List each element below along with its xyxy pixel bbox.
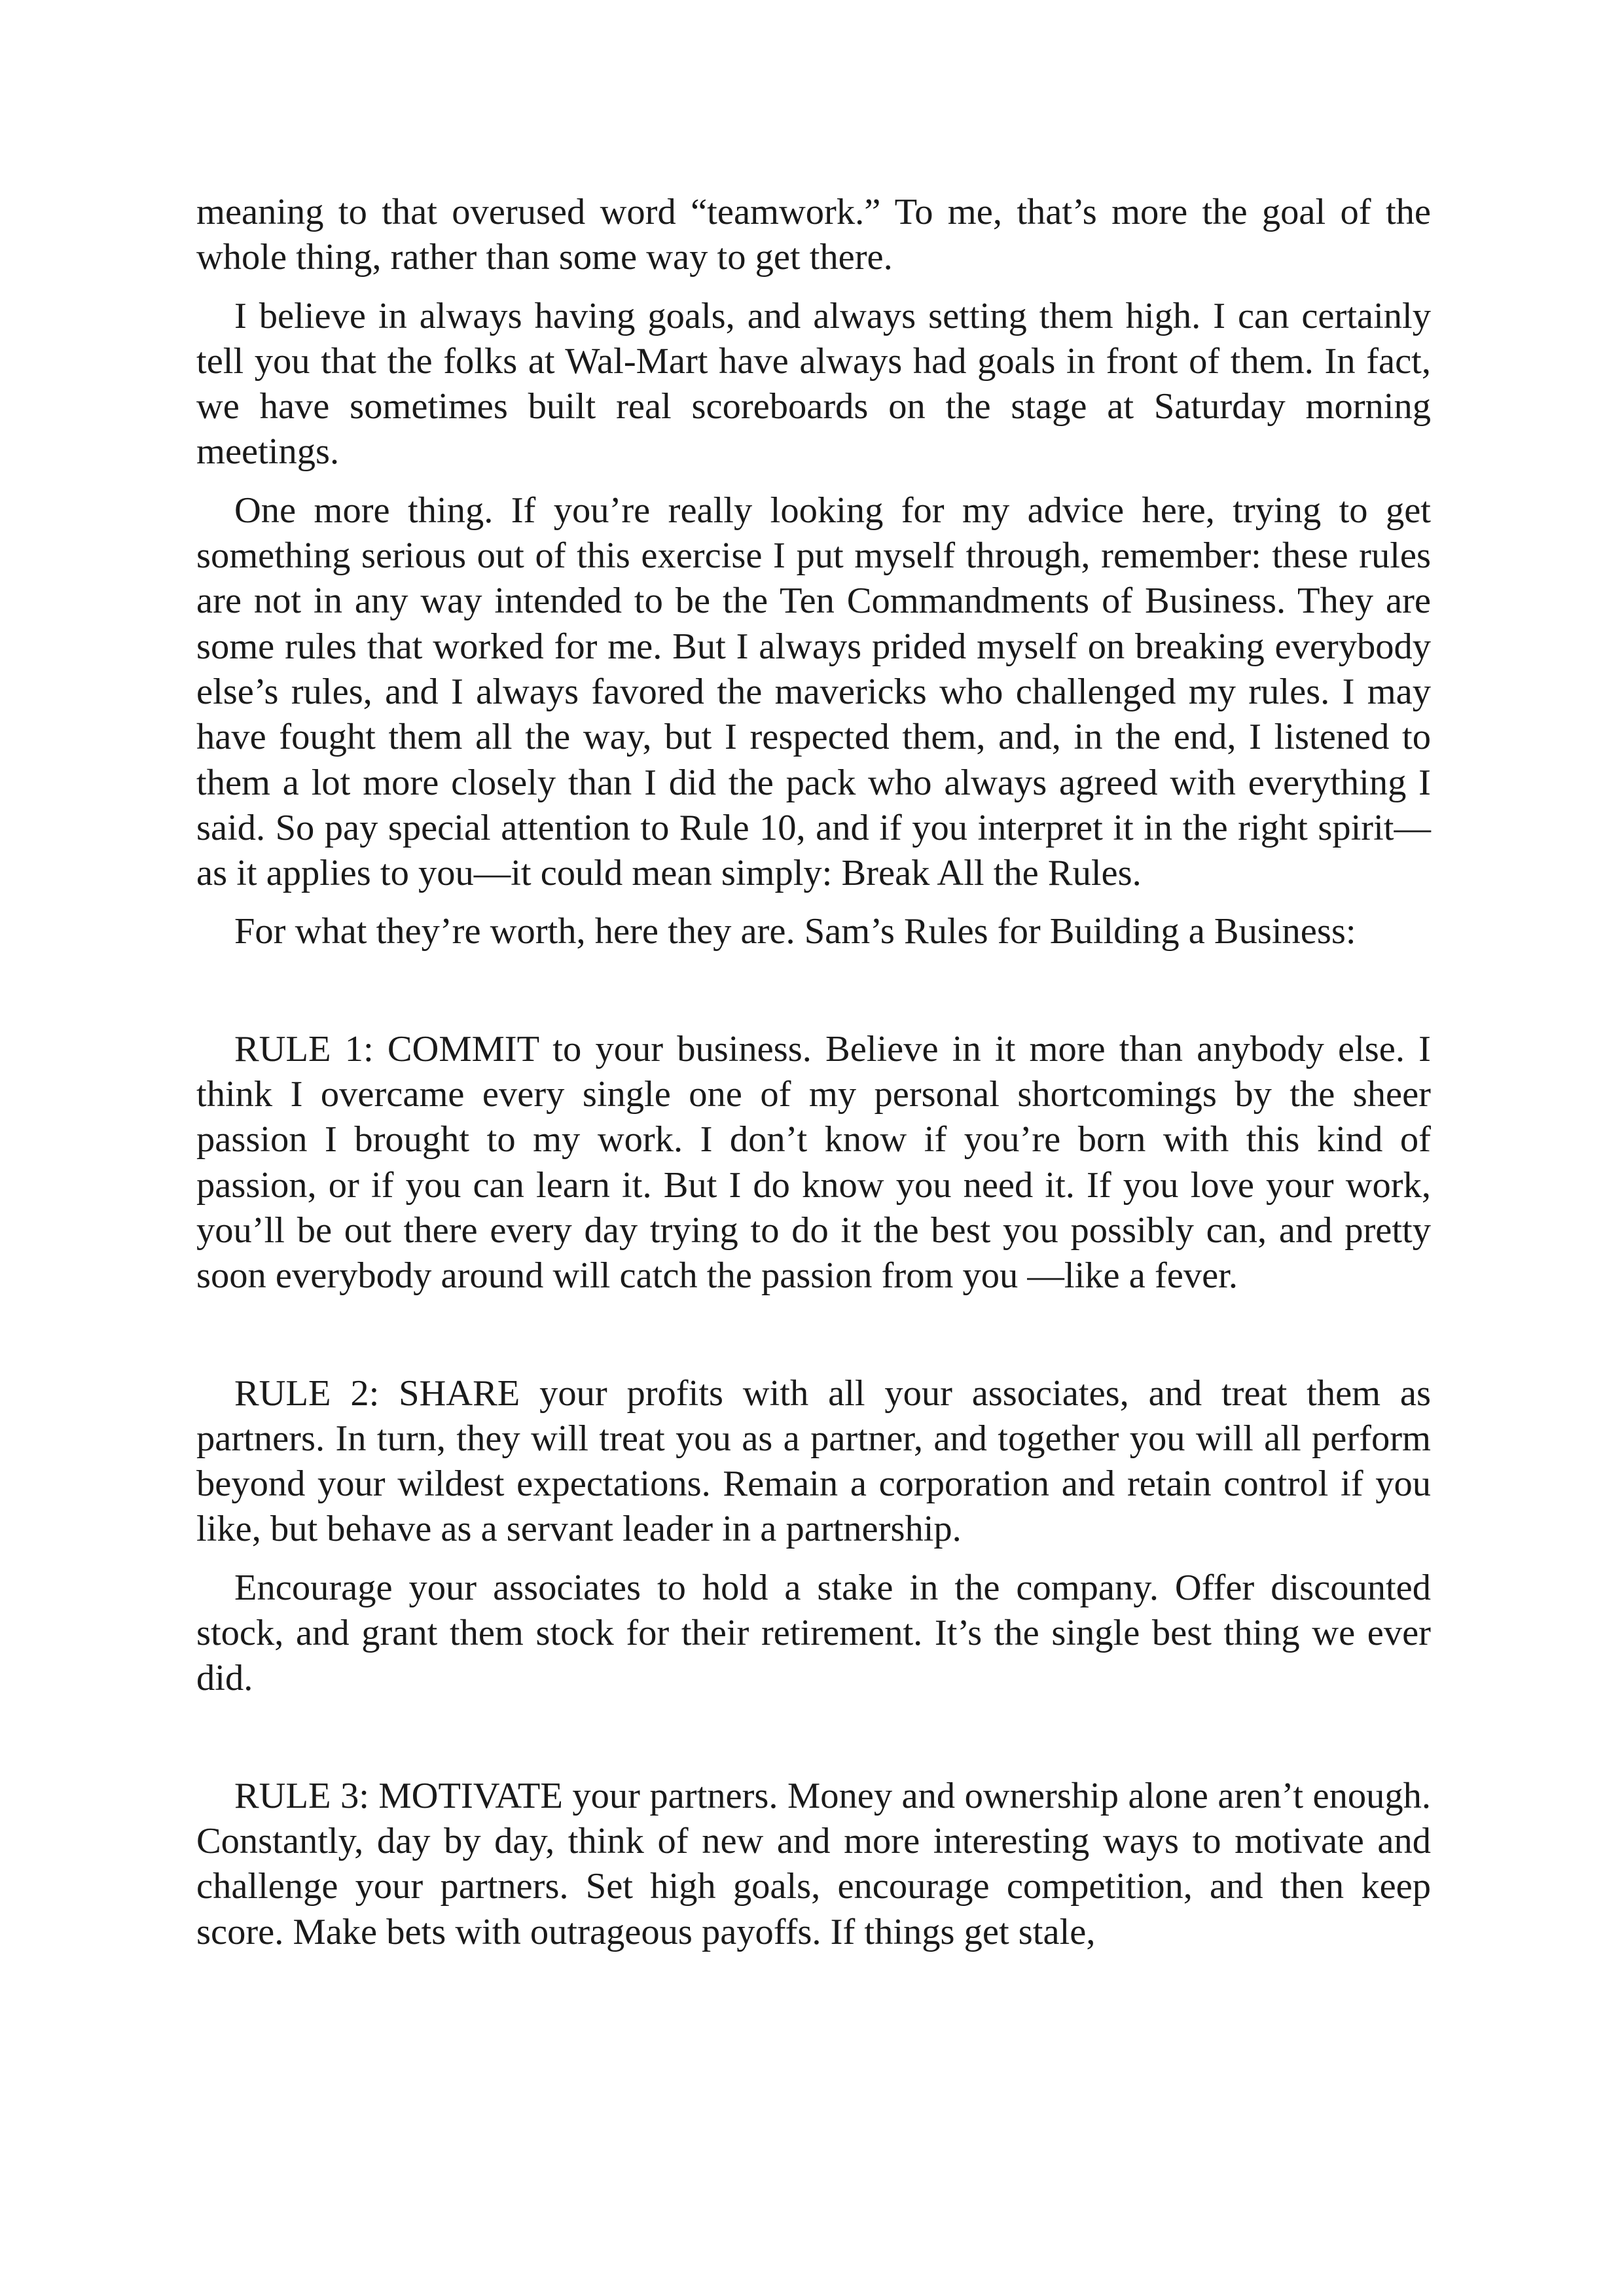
paragraph-rule-2: RULE 2: SHARE your profits with all your associates, and treat them as partners. In turn, they will treat you as a partner, and together you will all perform beyond your wildest expectations. Remain a corporation and retain control if you like, but behave as a servant leader in a partnership. [196,1372,1431,1550]
paragraph-break-rules: One more thing. If you’re really looking for my advice here, trying to get something serious out of this exercise I put myself through, remember: these rules are not in any way intended to be the Ten Commandments of Business. They are some rules that worked for me. But I always prided myself on breaking everybody else’s rules, and I always favored the mavericks who challenged my rules. I may have fought them all the way, but I respected them, and, in the end, I listened to them a lot more closely than I did the pack who always agreed with everything I said. So pay special attention to Rule 10, and if you interpret it in the right spirit—as it applies to you—it could mean simply: Break All the Rules. [196,490,1431,894]
document-page [196,190,1431,1968]
paragraph-rule-1: RULE 1: COMMIT to your business. Believe in it more than anybody else. I think I overcame every single one of my personal shortcomings by the sheer passion I brought to my work. I don’t know if you’re born with this kind of passion, or if you can learn it. But I do know you need it. If you love your work, you’ll be out there every day trying to do it the best you possibly can, and pretty soon everybody around will catch the passion from you —like a fever. [196,1028,1431,1297]
paragraph-rules-intro: For what they’re worth, here they are. Sam’s Rules for Building a Business: [234,911,1356,952]
paragraph-rule-3: RULE 3: MOTIVATE your partners. Money and ownership alone aren’t enough. Constantly, day by day, think of new and more interesting ways to motivate and challenge your partners. Set high goals, encourage competition, and then keep score. Make bets with outrageous payoffs. If things get stale, [196,1775,1431,1952]
paragraph-teamwork: meaning to that overused word “teamwork.” To me, that’s more the goal of the whole thing, rather than some way to get there. [196,192,1431,278]
paragraph-rule-2-stock: Encourage your associates to hold a stake in the company. Offer discounted stock, and grant them stock for their retirement. It’s the single best thing we ever did. [196,1567,1431,1699]
paragraph-goals: I believe in always having goals, and always setting them high. I can certainly tell you that the folks at Wal-Mart have always had goals in front of them. In fact, we have sometimes built real scoreboards on the stage at Saturday morning meetings. [196,295,1431,473]
